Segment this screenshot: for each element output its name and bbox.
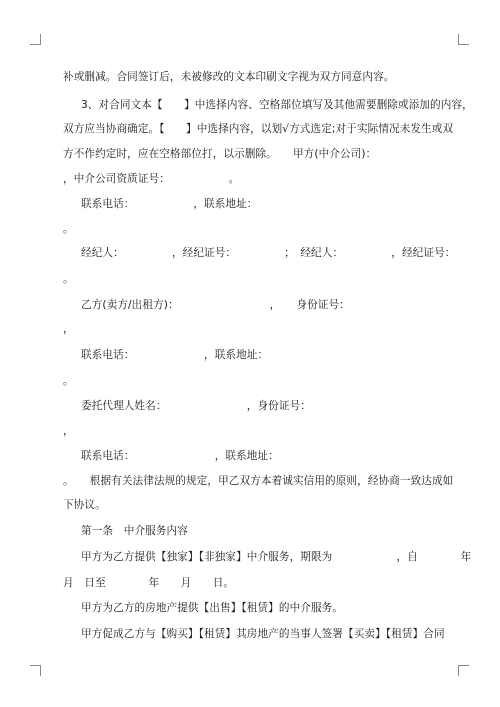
text-line-2: 3、对合同文本【 】中选择内容、空格部位填写及其他需要删除或添加的内容， bbox=[81, 99, 473, 111]
text-line-6: 联系电话： ，联系地址： bbox=[81, 198, 258, 210]
text-line-13: 。 bbox=[63, 375, 74, 387]
text-line-9: 。 bbox=[63, 273, 74, 285]
crop-mark-top-right bbox=[458, 34, 469, 45]
text-line-7: 。 bbox=[63, 223, 74, 235]
text-line-20: 甲方为乙方提供【独家】【非独家】中介服务，期限为 ，自 年 bbox=[81, 551, 472, 563]
text-line-5: ，中介公司资质证号： 。 bbox=[63, 173, 240, 185]
text-line-3: 双方应当协商确定。【 】中选择内容，以划√方式选定;对于实际情况未发生或双 bbox=[63, 123, 454, 135]
text-line-16: 联系电话： ，联系地址： bbox=[81, 450, 279, 462]
text-line-19: 第一条 中介服务内容 bbox=[81, 525, 188, 537]
text-line-22: 甲方为乙方的房地产提供【出售】【租赁】的中介服务。 bbox=[81, 602, 344, 614]
text-line-10: 乙方(卖方/出租方)： ， 身份证号： bbox=[81, 299, 350, 311]
text-line-8: 经纪人： ，经纪证号： ； 经纪人： ，经纪证号： bbox=[81, 247, 456, 259]
text-line-4: 方不作约定时，应在空格部位打，以示删除。 甲方(中介公司)： bbox=[63, 148, 377, 160]
crop-mark-bottom-right bbox=[458, 665, 469, 676]
text-line-14: 委托代理人姓名： ，身份证号： bbox=[81, 400, 311, 412]
text-line-23: 甲方促成乙方与【购买】【租赁】其房地产的当事人签署【买卖】【租赁】合同 bbox=[81, 628, 445, 640]
text-line-15: ， bbox=[63, 425, 74, 437]
crop-mark-bottom-left bbox=[30, 665, 41, 676]
text-line-11: ， bbox=[63, 323, 74, 335]
text-line-21: 月 日至 年 月 日。 bbox=[63, 577, 235, 589]
text-line-12: 联系电话： ，联系地址： bbox=[81, 349, 269, 361]
text-line-18: 下协议。 bbox=[63, 499, 106, 511]
text-line-1: 补或删减。合同签订后，未被修改的文本印刷文字视为双方同意内容。 bbox=[63, 71, 395, 83]
crop-mark-top-left bbox=[30, 34, 41, 45]
text-line-17: 。 根据有关法律法规的规定，甲乙双方本着诚实信用的原则，经协商一致达成如 bbox=[63, 475, 454, 487]
